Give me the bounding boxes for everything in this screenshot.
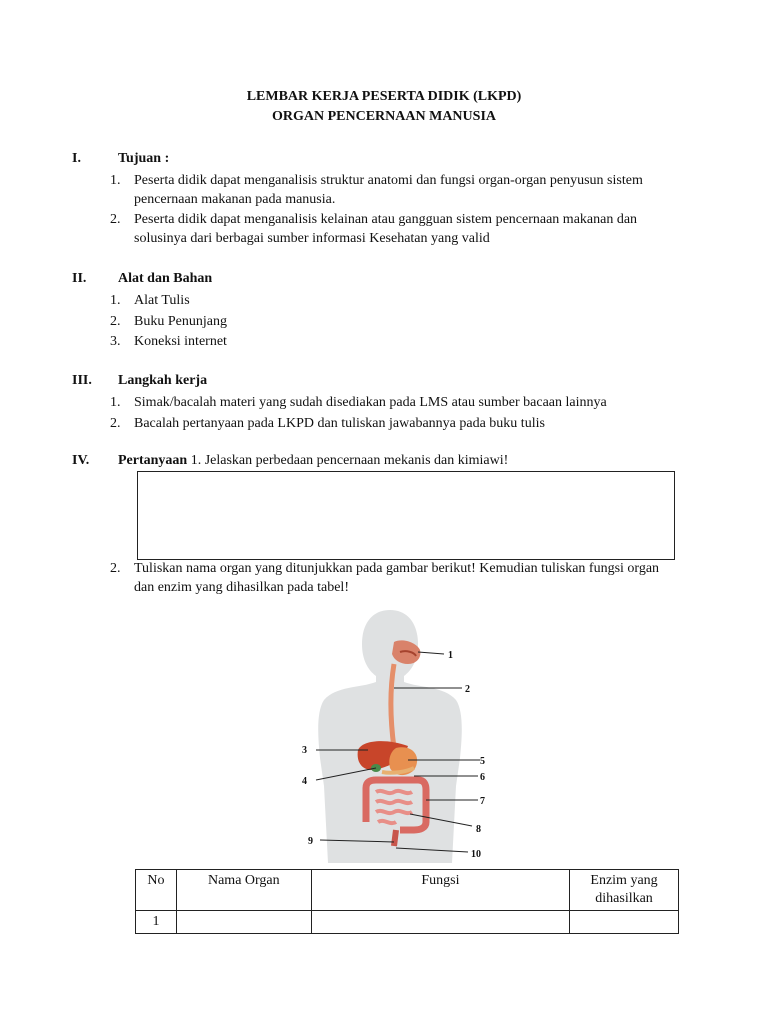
figure-label-2: 2 [465, 684, 470, 695]
answer-box[interactable] [137, 471, 675, 560]
column-header-no: No [136, 870, 177, 911]
section-4-heading: Pertanyaan [118, 453, 188, 468]
list-item [110, 291, 670, 310]
worksheet-subtitle: ORGAN PENCERNAAN MANUSIA [272, 109, 496, 124]
section-3-heading: Langkah kerja [118, 373, 208, 388]
question-2-text: Tuliskan nama organ yang ditunjukkan pada gambar berikut! Kemudian tuliskan fungsi organ dan enzim yang dihasilkan pada tabel! [134, 561, 660, 595]
list-item [110, 312, 670, 331]
list-item-number: 1. [110, 395, 121, 410]
figure-label-7: 7 [480, 796, 485, 807]
section-3-number: III. [72, 373, 92, 388]
list-item-number: 1. [110, 173, 121, 188]
table-cell-fungsi[interactable] [311, 911, 569, 934]
table-cell-nama-organ[interactable] [176, 911, 311, 934]
list-item [110, 393, 670, 412]
list-item-text: Koneksi internet [134, 334, 227, 349]
figure-label-3: 3 [302, 745, 307, 756]
table-cell-enzim[interactable] [570, 911, 679, 934]
list-item-text: Simak/bacalah materi yang sudah disediakan pada LMS atau sumber bacaan lainnya [134, 395, 607, 410]
list-item-text: Peserta didik dapat menganalisis kelainan atau gangguan sistem pencernaan makanan dan solusinya dari berbagai sumber informasi Kesehatan yang valid [134, 212, 638, 246]
question-1-text: 1. Jelaskan perbedaan pencernaan mekanis dan kimiawi! [190, 453, 509, 468]
list-item-number: 1. [110, 293, 121, 308]
list-item [110, 332, 670, 351]
body-silhouette [318, 610, 462, 863]
figure-label-6: 6 [480, 772, 485, 783]
list-item-number: 2. [110, 416, 121, 431]
table-row [136, 911, 679, 934]
section-2-heading: Alat dan Bahan [118, 271, 213, 286]
list-item [110, 414, 670, 433]
list-item-number: 2. [110, 561, 121, 576]
list-item-number: 2. [110, 314, 121, 329]
column-header-nama-organ: Nama Organ [176, 870, 311, 911]
list-item-number: 2. [110, 212, 121, 227]
list-item-text: Peserta didik dapat menganalisis struktur anatomi dan fungsi organ-organ penyusun sistem pencernaan makanan pada manusia. [134, 173, 643, 207]
list-item-text: Bacalah pertanyaan pada LKPD dan tuliskan jawabannya pada buku tulis [134, 416, 545, 431]
column-header-enzim: Enzim yang dihasilkan [570, 870, 679, 911]
rectum-organ [394, 830, 396, 846]
section-1-heading: Tujuan : [118, 151, 170, 166]
section-2-number: II. [72, 271, 87, 286]
list-item [110, 171, 670, 209]
table-header-row [136, 870, 679, 911]
figure-label-9: 9 [308, 836, 313, 847]
list-item-text: Alat Tulis [134, 293, 190, 308]
figure-label-4: 4 [302, 776, 307, 787]
figure-label-5: 5 [480, 756, 485, 767]
section-4-number: IV. [72, 453, 90, 468]
figure-label-8: 8 [476, 824, 481, 835]
list-item-number: 3. [110, 334, 121, 349]
list-item [110, 210, 670, 248]
figure-label-1: 1 [448, 650, 453, 661]
digestive-system-diagram [290, 608, 490, 863]
section-1-number: I. [72, 151, 81, 166]
figure-label-10: 10 [471, 849, 481, 860]
table-cell-no: 1 [136, 911, 177, 934]
list-item-text: Buku Penunjang [134, 314, 227, 329]
worksheet-title: LEMBAR KERJA PESERTA DIDIK (LKPD) [246, 89, 522, 104]
organ-table [135, 869, 679, 934]
section-4-heading-line [118, 453, 508, 469]
column-header-fungsi: Fungsi [311, 870, 569, 911]
question-2 [110, 559, 670, 597]
